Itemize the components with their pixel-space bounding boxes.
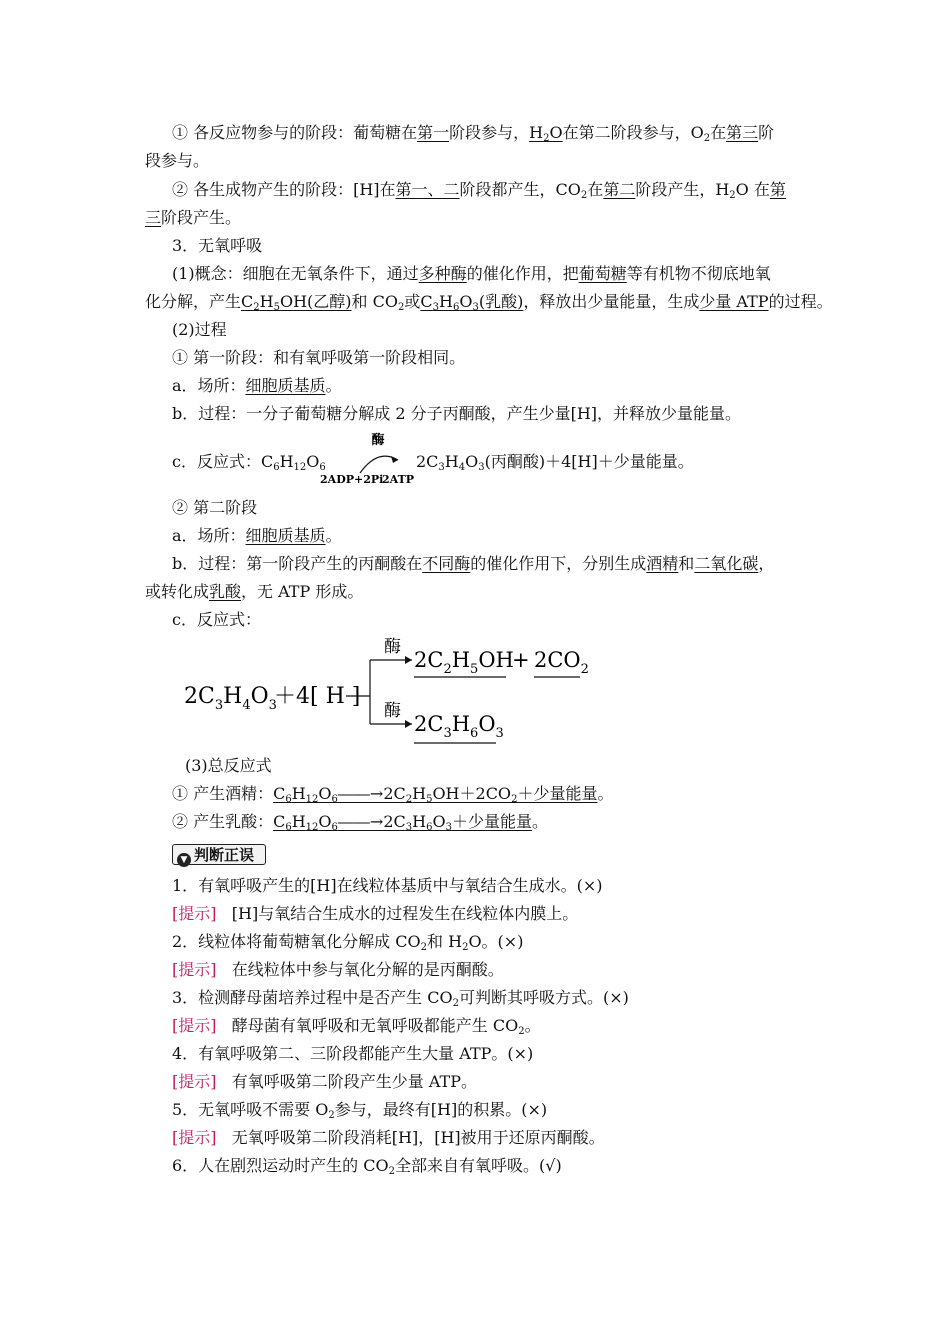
judge-question-3: 3．检测酵母菌培养过程中是否产生 $CO_2$可判断其呼吸方式。(×) (172, 988, 629, 1009)
stage2-process-cont: 或转化成乳酸，无 ATP 形成。 (145, 582, 364, 601)
total-title: (3)总反应式 (185, 756, 272, 775)
judge-question-2: 2．线粒体将葡萄糖氧化分解成 $CO_2$和 $H_2O$。(×) (172, 932, 524, 953)
enzyme-label: 酶 (371, 433, 385, 448)
stage2-title: ② 第二阶段 (172, 498, 258, 517)
total-alcohol: ① 产生酒精：$C_6H_{12}O_6――\to 2C_2H_5OH+2CO_2+$少量能量。 (172, 784, 614, 805)
judge-section-badge (172, 844, 266, 865)
eq-plus-h: ＋4[ H ] (274, 684, 361, 709)
eq-product-co2: $2CO_2$ (534, 648, 589, 677)
eq-reactant: $2C_3H_4O_3$ (184, 684, 277, 713)
stage1-reaction-arrow (318, 430, 418, 488)
eq-product-lactic: $2C_3H_6O_3$ (414, 712, 504, 741)
judge-hint-2: [提示] 在线粒体中参与氧化分解的是丙酮酸。 (172, 960, 504, 979)
stage2-branched-equation (176, 630, 596, 748)
judge-hint-1: [提示] [H]与氧结合生成水的过程发生在线粒体内膜上。 (172, 904, 579, 923)
paragraph-concept: (1)概念：细胞在无氧条件下，通过多种酶的催化作用，把葡萄糖等有机物不彻底地氧 (172, 264, 771, 283)
atp-label: 2ATP (382, 473, 415, 486)
stage1-equation-right: $2C_3H_4O_3$(丙酮酸)＋4[H]＋少量能量。 (416, 452, 694, 473)
stage1-location: a．场所：细胞质基质。 (172, 376, 342, 395)
triangle-down-icon: ▼ (177, 853, 191, 867)
paragraph-product-stages-cont: 三阶段产生。 (145, 208, 242, 227)
paragraph-product-stages: ② 各生成物产生的阶段：[H]在第一、二阶段都产生，$CO_2$在第二阶段产生，$H_2O$ 在第 (172, 180, 786, 201)
eq-plus: + (512, 648, 530, 672)
section-title-anaerobic: 3．无氧呼吸 (172, 236, 263, 255)
paragraph-reactant-stages-cont: 段参与。 (145, 151, 210, 170)
stage1-title: ① 第一阶段：和有氧呼吸第一阶段相同。 (172, 348, 466, 367)
paragraph-reactant-stages: ① 各反应物参与的阶段：葡萄糖在第一阶段参与，$H_2O$在第二阶段参与，$O_2$在第三阶 (172, 123, 775, 144)
judge-question-4: 4．有氧呼吸第二、三阶段都能产生大量 ATP。(×) (172, 1044, 534, 1063)
stage2-process: b．过程：第一阶段产生的丙酮酸在不同酶的催化作用下，分别生成酒精和二氧化碳， (172, 554, 775, 573)
judge-hint-5: [提示] 无氧呼吸第二阶段消耗[H]，[H]被用于还原丙酮酸。 (172, 1128, 605, 1147)
judge-hint-4: [提示] 有氧呼吸第二阶段产生少量 ATP。 (172, 1072, 477, 1091)
stage2-equation-label: c．反应式： (172, 610, 261, 629)
stage2-location: a．场所：细胞质基质。 (172, 526, 342, 545)
adp-label: 2ADP+2Pi (320, 473, 384, 486)
judge-question-1: 1．有氧呼吸产生的[H]在线粒体基质中与氧结合生成水。(×) (172, 876, 603, 895)
judge-question-6: 6．人在剧烈运动时产生的 $CO_2$全部来自有氧呼吸。(√) (172, 1156, 562, 1177)
process-title: (2)过程 (172, 320, 227, 339)
enzyme-top: 酶 (384, 637, 401, 657)
badge-label: 判断正误 (194, 846, 255, 864)
paragraph-concept-cont: 化分解，产生$C_2H_5OH$(乙醇)和 $CO_2$或$C_3H_6O_3$(乳酸)，释放出少量能量，生成少量 ATP的过程。 (145, 292, 833, 313)
judge-hint-3: [提示] 酵母菌有氧呼吸和无氧呼吸都能产生 $CO_2$。 (172, 1016, 541, 1037)
stage1-equation-left: c．反应式：$C_6H_{12}O_6$ (172, 452, 326, 473)
judge-question-5: 5．无氧呼吸不需要 $O_2$参与，最终有[H]的积累。(×) (172, 1100, 548, 1121)
eq-product-ethanol: $2C_2H_5OH$ (414, 648, 514, 677)
stage1-process: b．过程：一分子葡萄糖分解成 2 分子丙酮酸，产生少量[H]，并释放少量能量。 (172, 404, 742, 423)
total-lactic: ② 产生乳酸：$C_6H_{12}O_6――\to 2C_3H_6O_3+$少量能量。 (172, 812, 548, 833)
enzyme-bottom: 酶 (384, 701, 401, 721)
